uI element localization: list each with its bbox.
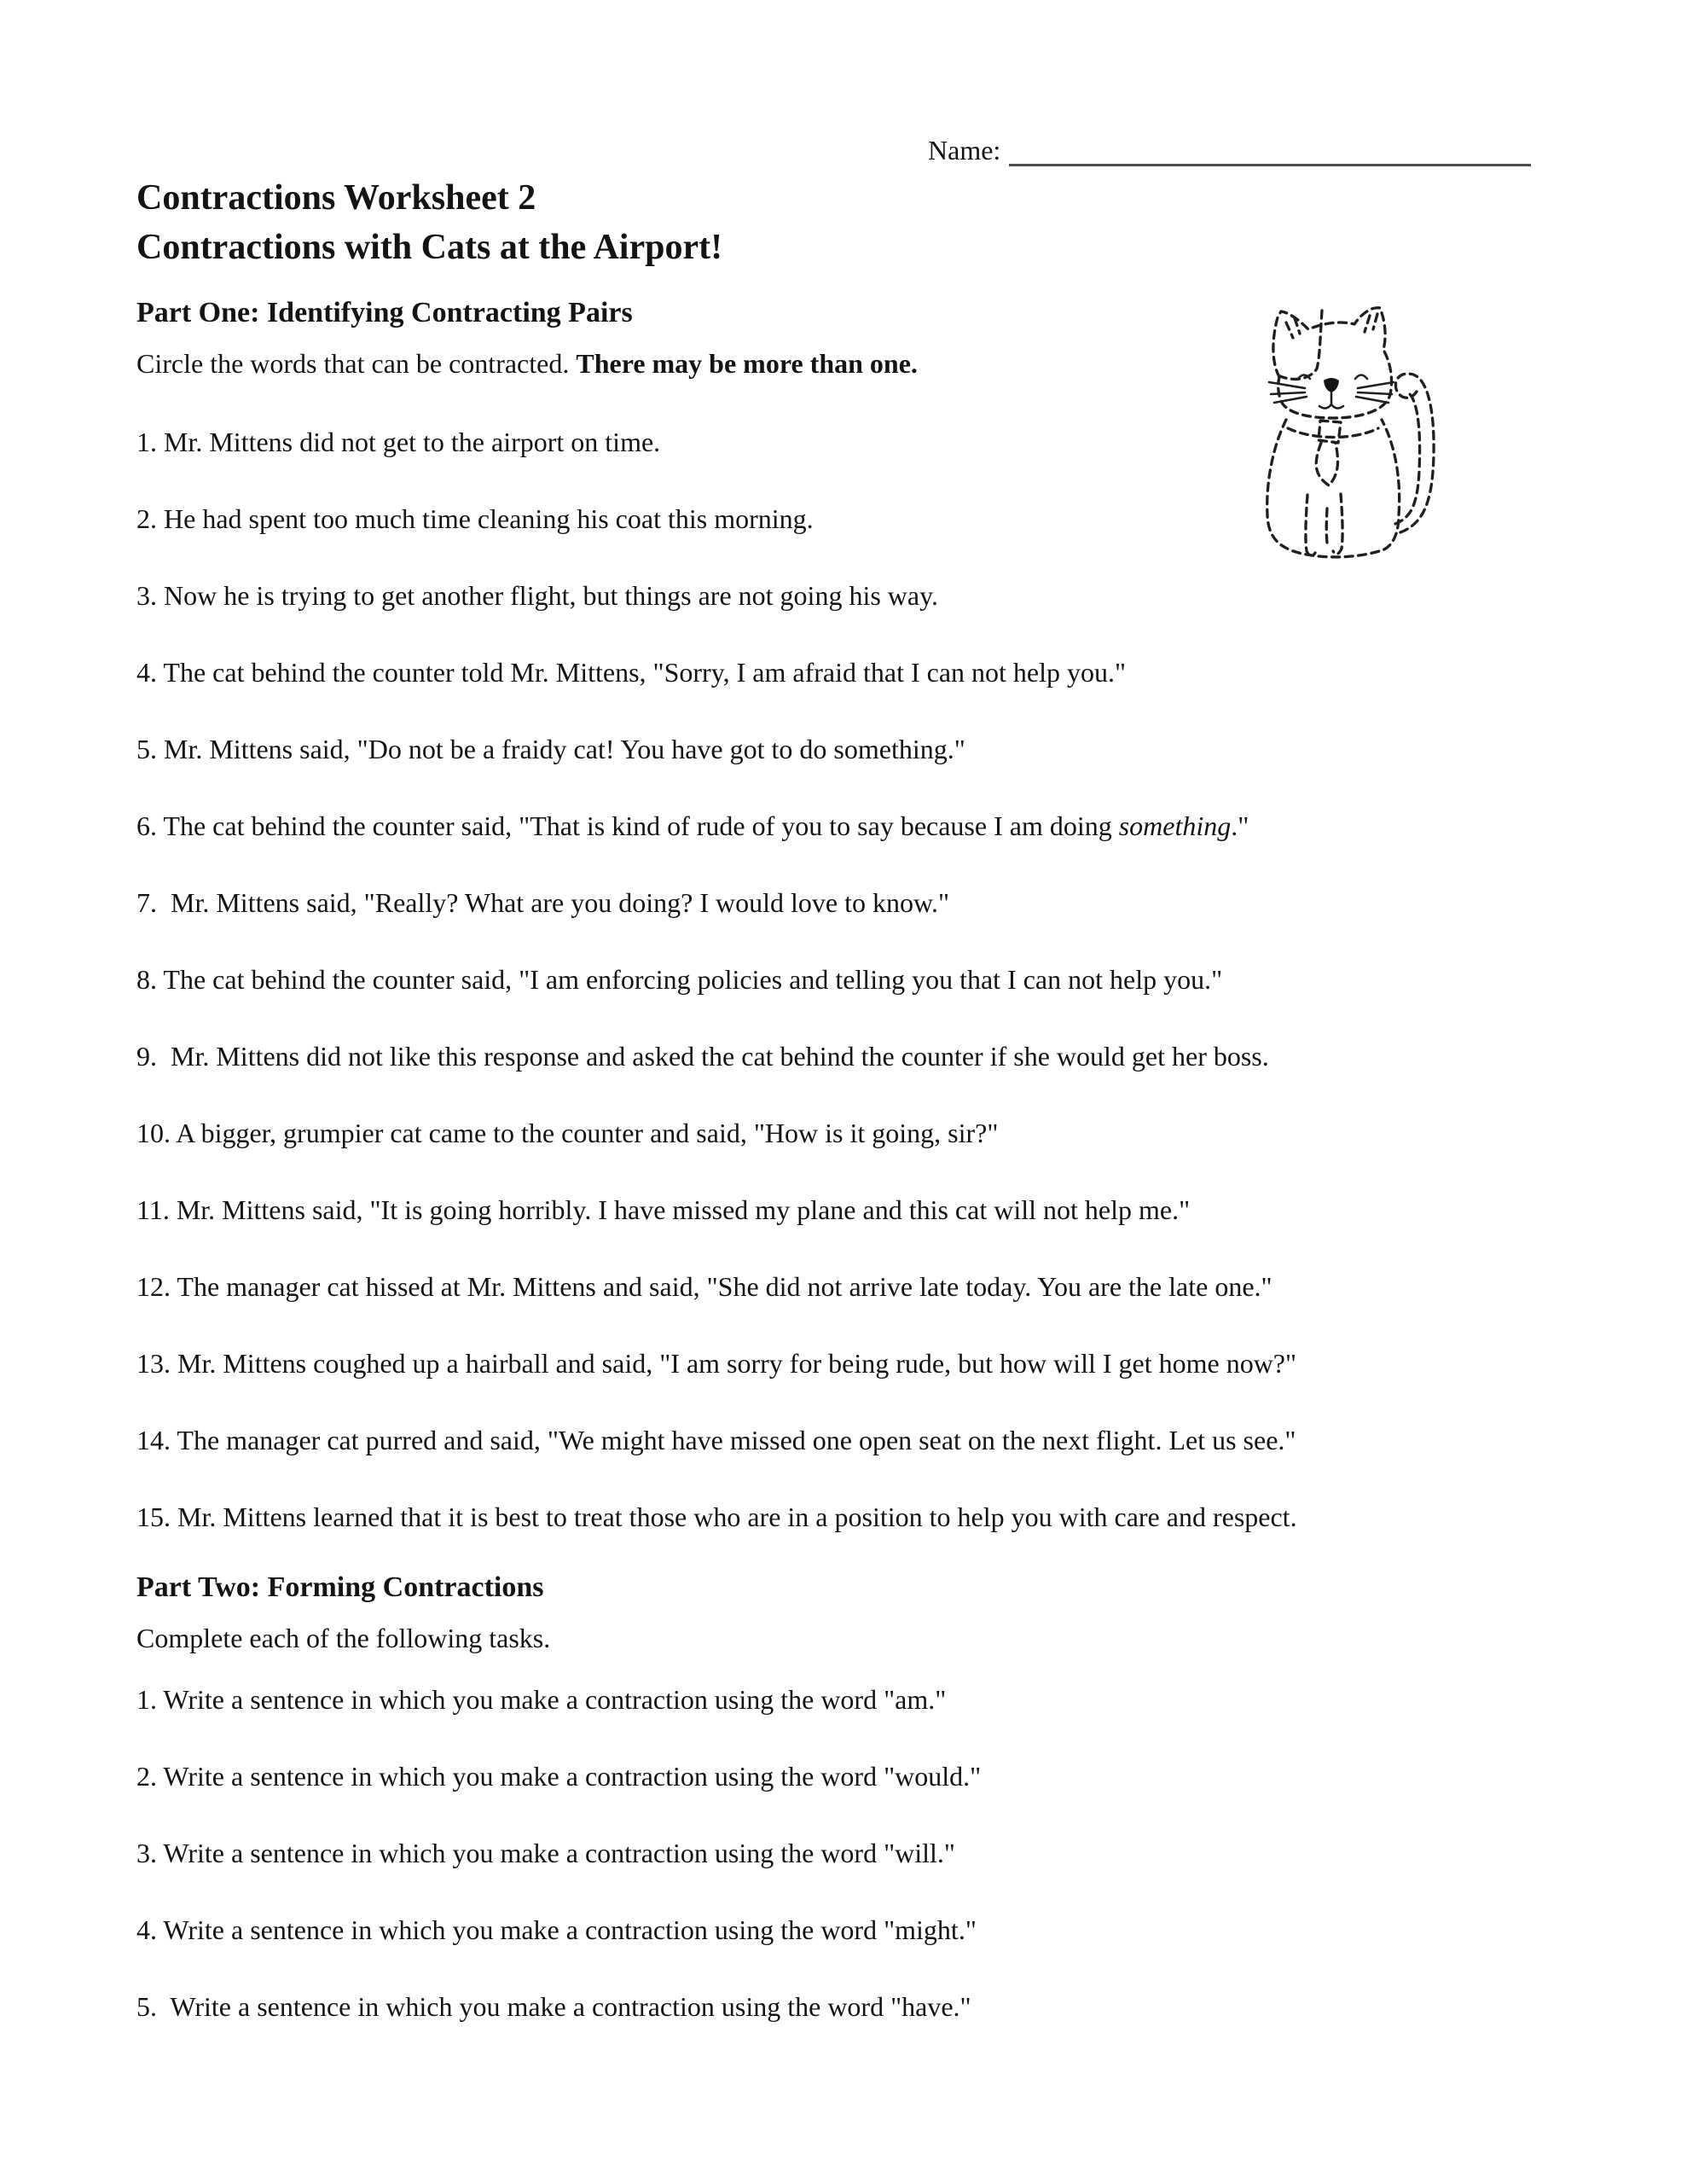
part1-item-11: 11. Mr. Mittens said, "It is going horribly. I have missed my plane and this cat will not help me." — [136, 1194, 1191, 1225]
part1-item-14: 14. The manager cat purred and said, "We might have missed one open seat on the next flight. Let us see." — [136, 1425, 1296, 1455]
part2-item-4: 4. Write a sentence in which you make a contraction using the word "might." — [136, 1914, 977, 1945]
part1-item-3: 3. Now he is trying to get another flight, but things are not going his way. — [136, 580, 939, 611]
name-blank-line — [1009, 135, 1531, 166]
part-one-instruction-regular: Circle the words that can be contracted. — [136, 348, 577, 379]
title-line-2: Contractions with Cats at the Airport! — [136, 228, 723, 267]
part1-item-13: 13. Mr. Mittens coughed up a hairball and said, "I am sorry for being rude, but how will I get home now?" — [136, 1348, 1297, 1379]
part1-item-7: 7. Mr. Mittens said, "Really? What are you doing? I would love to know." — [136, 887, 950, 918]
part1-item-4: 4. The cat behind the counter told Mr. Mittens, "Sorry, I am afraid that I can not help you." — [136, 657, 1127, 688]
part2-item-5: 5. Write a sentence in which you make a contraction using the word "have." — [136, 1991, 971, 2022]
part-two-items — [136, 1681, 1661, 2065]
part1-item-6: 6. The cat behind the counter said, "That is kind of rude of you to say because I am doing something." — [136, 810, 1249, 841]
part-two-heading: Part Two: Forming Contractions — [136, 1571, 544, 1603]
part1-item-5: 5. Mr. Mittens said, "Do not be a fraidy cat! You have got to do something." — [136, 734, 965, 764]
part-one-instruction — [136, 348, 918, 380]
part1-item-8: 8. The cat behind the counter said, "I am enforcing policies and telling you that I can not help you." — [136, 964, 1223, 995]
part1-item-12: 12. The manager cat hissed at Mr. Mittens and said, "She did not arrive late today. You are the late one." — [136, 1271, 1272, 1302]
name-field-block — [928, 135, 1531, 166]
part2-item-3: 3. Write a sentence in which you make a contraction using the word "will." — [136, 1838, 955, 1868]
worksheet-title — [136, 173, 722, 272]
part2-item-1: 1. Write a sentence in which you make a contraction using the word "am." — [136, 1684, 947, 1715]
part-one-heading: Part One: Identifying Contracting Pairs — [136, 297, 633, 328]
part1-item-1: 1. Mr. Mittens did not get to the airport on time. — [136, 427, 661, 457]
part1-item-15: 15. Mr. Mittens learned that it is best to treat those who are in a position to help you with care and respect. — [136, 1502, 1297, 1532]
name-label: Name: — [928, 135, 1001, 166]
part2-item-2: 2. Write a sentence in which you make a contraction using the word "would." — [136, 1761, 982, 1792]
part-two-instruction: Complete each of the following tasks. — [136, 1623, 551, 1653]
part1-item-2: 2. He had spent too much time cleaning his coat this morning. — [136, 503, 814, 534]
part-one-items — [136, 423, 1661, 1575]
part1-item-9: 9. Mr. Mittens did not like this response and asked the cat behind the counter if she would get her boss. — [136, 1041, 1269, 1072]
title-line-1: Contractions Worksheet 2 — [136, 178, 536, 218]
part-one-instruction-bold: There may be more than one. — [576, 348, 918, 379]
part1-item-10: 10. A bigger, grumpier cat came to the counter and said, "How is it going, sir?" — [136, 1118, 999, 1148]
